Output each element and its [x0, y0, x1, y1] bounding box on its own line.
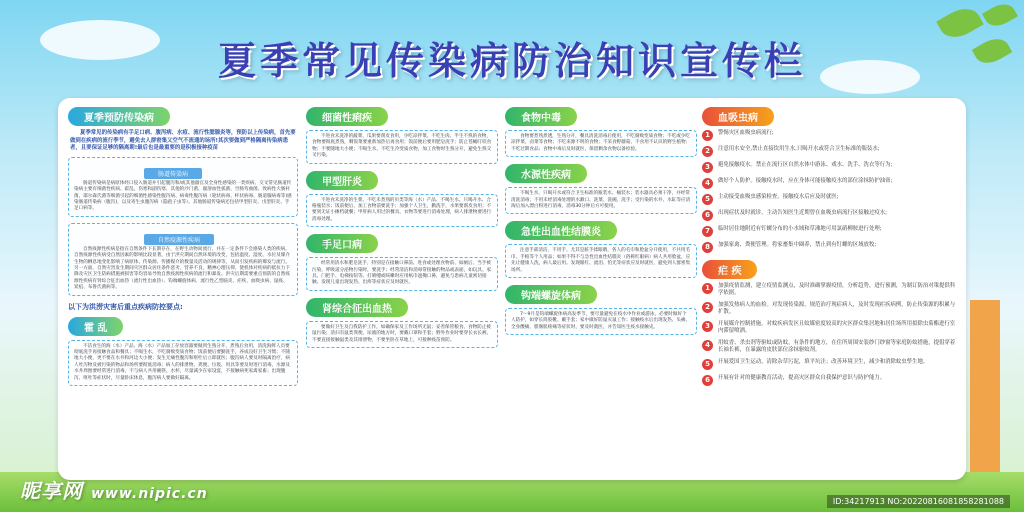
list-item-text: 避免接触疫水。禁止在流行区自然水体中游泳、戏水、洗手、洗衣等行为; [718, 162, 893, 168]
list-item [702, 283, 960, 297]
section-header-waterborne: 水源性疾病 [505, 164, 587, 183]
leptospirosis-box [505, 308, 697, 335]
waterborne-text: 不喝生水，只喝开水或符合卫生标准的瓶装水、桶装水；装水器具必须干净，并经常清洗消毒；不用未经消毒处理的水漱口、洗菜、洗碗、洗手；受污染的水井、水缸等应清淘后加入漂白粉进行消毒，消毒30分钟后方可使用。 [511, 191, 691, 210]
list-item [702, 146, 960, 157]
list-item [702, 302, 960, 316]
list-item [702, 162, 960, 173]
section-header-malaria: 疟 疾 [702, 260, 757, 279]
list-item [702, 210, 960, 221]
list-item [702, 242, 960, 253]
section-header-summer-prevention: 夏季预防传染病 [68, 107, 170, 126]
number-badge: 6 [702, 375, 713, 386]
number-badge: 2 [702, 302, 713, 313]
number-badge: 4 [702, 340, 713, 351]
hepatitis-a-text: 不进食未洗净的生菜、不吃未煮熟的贝类等海（水）产品、不喝生水、只喝开水、合格瓶装水；饭前便后、加工食物前要洗手；加强个人卫生，勤洗手，水果要削皮食用；不要到无证小摊档就餐；甲肝病人用过的餐具、衣物等要进行消毒处理，病人排泄物要进行消毒处理。 [312, 197, 492, 222]
intro-text: 夏季常见的传染病有手足口病、腹泻病、水痘、流行性腮腺炎等，预防以上传染病，首先要做到在疾病的流行季节，避免去人群密集又空气不流通的场所!其次要做到严格隔离传染病患者，且要保证足够的隔离期!最后也是最重要的是积极接种疫苗 [70, 130, 296, 152]
conjunctivitis-box [505, 244, 697, 278]
section-header-hfmd: 手足口病 [306, 234, 378, 253]
page-title: 夏季常见传染病防治知识宣传栏 [217, 39, 806, 83]
list-item [702, 130, 960, 141]
building-decoration [970, 300, 1000, 480]
list-item-text: 做好个人防护。接触疫水时，应在身体可能接触疫水的部位涂抹防护油膏; [718, 178, 893, 184]
list-item [702, 321, 960, 335]
section-header-hfrs: 肾综合征出血热 [306, 298, 408, 317]
flood-prevention-bar: 以下为洪涝灾害后重点疾病防控要点: [68, 302, 183, 311]
watermark-brand: 昵享网 [20, 479, 83, 503]
dysentery-text: 不进食未洗净的蔬菜、瓜果要削皮食用，少吃凉拌菜。不吃生肉、半生不熟的食物，食物要彻底煮熟，剩饭菜要重新加热后再食用；饭前便后要用肥皂洗手；防止苍蝇叮咬食物；不要随地大小便；不喝生水、不吃生冷变质食物，加工食物时生熟分开，避免生熟交叉污染。 [312, 134, 492, 159]
section-header-hepatitis-a: 甲型肝炎 [306, 171, 378, 190]
list-item-text: 加强疫情监测，建立疫情监测点，及时准确掌握疫情，分析趋势，进行预测，为制订防治对策提供科学依据。 [718, 283, 956, 296]
list-item-text: 警惕灾区血吸虫病流行; [718, 130, 774, 136]
hfmd-text: 经常用清水和肥皂洗手，特别是在接触口鼻前、进食或处理食物前、如厕后、当手被污染、呼吸道分泌物污染时，要洗手；经常清洁和消毒常接触的物品或表面，如玩具、家具、门把手、电梯按钮等。打喷嚏或咳嗽时应用纸巾遮掩口鼻，避免与患病儿童密切接触。发现儿童出现发热、出疹等症状应及时就医。 [312, 261, 492, 286]
list-item [702, 226, 960, 237]
number-badge: 4 [702, 178, 713, 189]
number-badge: 2 [702, 146, 713, 157]
conjunctivitis-text: 注意手部清洁，不用手、尤其是脏手揉眼睛，各人的毛巾和脸盆分开使用，不共用毛巾、手帕等个人用品；如果不得不与急性出血性结膜炎（俗称红眼病）病人共用脸盆，应先让健康人洗，病人最后用。发现眼红、流泪、怕光等症状应及时就医，避免到人群密集场所。 [511, 248, 691, 273]
list-item-text: 主动接受血吸虫感染检查。接触疫水后应及时就医; [718, 194, 839, 200]
list-item-text: 开展有针对的健康教育活动，提高灾区群众自我保护意识与防护能力。 [718, 375, 886, 381]
cholera-text: 不洁食生的海（水）产品，海（水）产品加工存放容器要做到生熟分开，煮熟后食用，清洗海鲜人员要彻底洗手再接触食品和餐具；不喝生水，不吃腐败变质食物；饭前便后要勤洗手，养成良好卫生习惯；不随地大小便，更不要在水井和河边大小便；发生无痛性腹泻和呕吐后立即就医；腹泻病人要及时隔离治疗，病人吐泻物及被污染的物品和场所要彻底消毒；病人的排泄物、粪便、垃圾、用具等要及时进行消毒，水源及水井周围要经常进行消毒，不与病人共用碗筷、水杯，尽量减少在家设宴，不接触病死家禽家畜；出现腹泻、呕吐等症状时，尽量卧床休息，腹泻病人要做好隔离。 [74, 343, 290, 381]
list-item [702, 359, 960, 370]
list-item [702, 194, 960, 205]
hfrs-text: 要做好卫生及自我防护工作，如确保家及工作场所无鼠；妥善保管粮食、食物防止被鼠污染；清扫有鼠类粪便、尿液的地方时，要戴口罩和手套；野外作业时要穿长衣长裤，不要直接接触鼠类及其排泄物，不要坐卧在草地上，可接种疫苗预防。 [312, 324, 492, 343]
number-badge: 3 [702, 162, 713, 173]
column-2 [306, 106, 498, 354]
number-badge: 5 [702, 194, 713, 205]
dysentery-box [306, 130, 498, 164]
list-item [702, 375, 960, 386]
section-header-cholera: 霍 乱 [68, 317, 123, 336]
number-badge: 1 [702, 283, 713, 294]
section-header-food-poisoning: 食物中毒 [505, 107, 577, 126]
column-1 [68, 106, 298, 392]
number-badge: 5 [702, 359, 713, 370]
leaf-decoration [982, 0, 1018, 31]
number-badge: 6 [702, 210, 713, 221]
subheader-intestinal: 肠道传染病 [144, 168, 202, 179]
subheader-natural-focus: 自然疫源性疾病 [144, 234, 214, 245]
waterborne-box [505, 187, 697, 214]
watermark-logo [20, 475, 208, 504]
natural-focus-text: 自然疫源性疾病是指在自然条件下长期存在，在野生动物间流行，并在一定条件下会感染人类的疾病。自然疫源性疾病受自然因素的影响比较显著，由于洪灾期间自然环境的改变，包括温度、湿度、水位及媒介生物的栖息地变化影响了病原体、传染源、传播媒介的数量及活动的规律等，从而引发疾病的爆发与流行。另一方面，自然灾害发生期间灾区群众居住条件恶劣，营养不良，精神心理压抑，使机体对疾病的抵抗力下降及灾区卫生防病措施被损害等均容易导致自然疫源性疾病的流行和暴发。洪灾后期需要重点预防的自然疫源性疾病有肾综合征出血热（流行性出血热）、钩端螺旋体病、流行性乙型脑炎、疟疾、血吸虫病、鼠疫、炭疽、布鲁氏菌病等。 [74, 246, 290, 291]
leptospirosis-text: 7～9月是钩端螺旋体病高发季节，要尽量避免在疫水中作业或游泳，必要时做好个人防护，如穿长筒胶靴、戴手套；家中做好防鼠灭鼠工作；接触疫水后出现发热、头痛、全身酸痛、腓肠肌疼痛等症状时，要及时就医，并告知医生疫水接触史。 [511, 312, 691, 330]
list-item-text: 开展爱国卫生运动，清除杂草污泥，填平坑洼；改善环境卫生，减少和消除蚊虫孳生地。 [718, 359, 929, 365]
section-header-leptospirosis: 钩端螺旋体病 [505, 285, 597, 304]
list-item-text: 加强家禽、粪便管理。将家畜集中圈养，禁止到有钉螺的区域放牧; [718, 242, 877, 248]
food-poisoning-box [505, 130, 697, 157]
watermark-url: www.nipic.cn [90, 486, 208, 502]
list-item [702, 178, 960, 189]
list-item-text: 加强发热病人的血检。对发现传染源，规范治疗现症病人，及时发现疟疾病例，防止传染源的积累与扩散。 [718, 302, 956, 315]
intestinal-text: 肠道传染病是病原体经口侵入肠道并引起腹泻和/或其他器官及全身性感染的一类疾病。交叉常见肠道传染病主要有细菌性疾病、霍乱、伤寒和副伤寒、其他的沙门菌、副溶血性弧菌、空肠弯曲菌、致病性大肠杆菌、耶尔森氏菌等细菌引起的细菌性感染性腹泻病、病毒性腹泻病（轮状病毒、杯状病毒、肠道腺病毒等)感染肠道传染病（腹泻)，以及寄生虫腹泻病（隐孢子虫等）。其他肠道传染病还包括甲型肝炎、戊型肝炎、手足口病等。 [74, 180, 292, 212]
column-3 [505, 106, 697, 341]
list-item-text: 注意用水安全,禁止直接饮用生水,只喝开水或符合卫生标准的瓶装水; [718, 146, 880, 152]
number-badge: 8 [702, 242, 713, 253]
list-item-text: 用蚊香、杀虫剂等驱蚊或防蚊，有条件的地方，在住所周围安装纱门纱窗等家庭防蚊措施，提倡穿着长袖长裤，在暴露的皮肤部位涂抹驱蚊剂。 [718, 340, 956, 353]
number-badge: 3 [702, 321, 713, 332]
section-header-dysentery: 细菌性痢疾 [306, 107, 388, 126]
list-item [702, 340, 960, 354]
natural-focus-box [68, 223, 298, 296]
malaria-list [702, 283, 960, 386]
column-4 [702, 106, 960, 391]
list-item-text: 临时居住地附近有钉螺分布的小水域和草滩地可用氯硝柳胺进行处理; [718, 226, 882, 232]
number-badge: 1 [702, 130, 713, 141]
food-poisoning-text: 食物要煮熟煮透，生熟分开，餐具清洗消毒后使用，不吃腐败变质食物；不吃或少吃凉拌菜、卤菜等食物；不吃来源不明的食物；不采食野蘑菇、不食用不认识的野生植物；不吃过期食品；食物中毒后及时就医，保留剩余食物以备检验。 [511, 134, 691, 152]
hepatitis-a-box [306, 194, 498, 228]
number-badge: 7 [702, 226, 713, 237]
hfrs-box [306, 321, 498, 348]
image-id-tag: ID:34217913 NO:20220816081858281088 [827, 495, 1010, 508]
list-item-text: 出现症状及时就诊。主动告知医生近期曾在血吸虫病流行区接触过疫水; [718, 210, 887, 216]
hfmd-box [306, 257, 498, 291]
intestinal-box [68, 157, 298, 217]
section-header-conjunctivitis: 急性出血性结膜炎 [505, 221, 617, 240]
section-header-schistosomiasis: 血吸虫病 [702, 107, 774, 126]
list-item-text: 开展媒介控制措施，对蚊疾病发区且蚊媒密度较高的灾区群众集居地和居住场所用拟除虫菊酯进行室内滞留喷洒。 [718, 321, 956, 334]
cholera-box [68, 340, 298, 386]
schistosomiasis-list [702, 130, 960, 253]
